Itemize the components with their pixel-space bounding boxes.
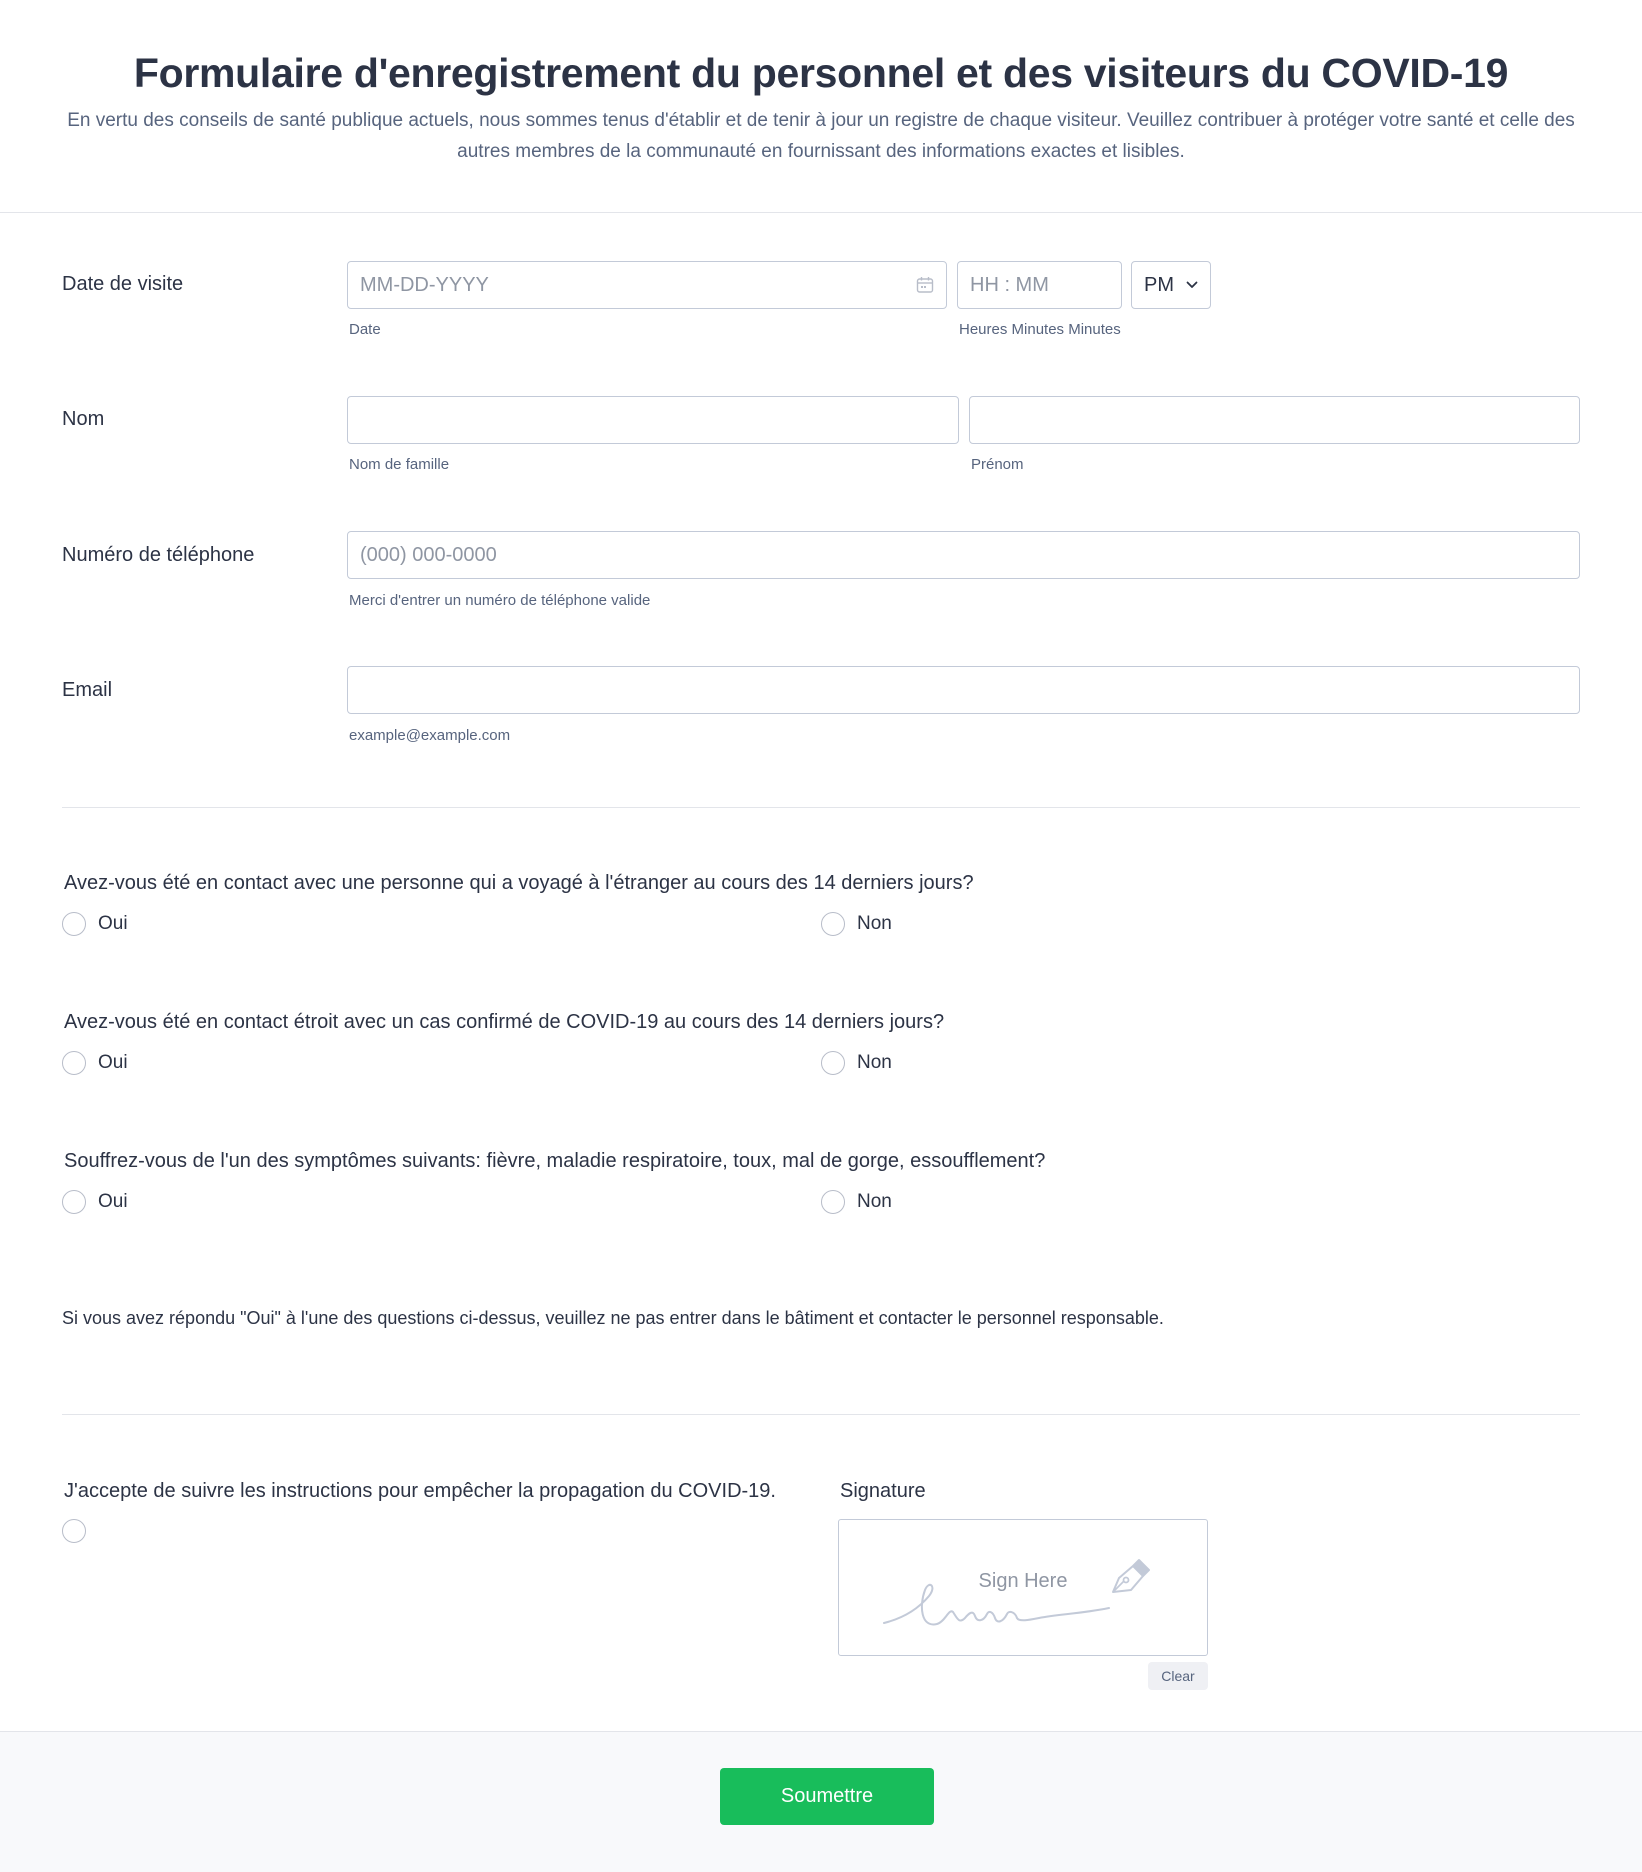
date-sublabel: Date bbox=[349, 321, 381, 338]
question-2-yes-option[interactable] bbox=[62, 1051, 128, 1075]
radio-button[interactable] bbox=[62, 912, 86, 936]
first-name-input[interactable] bbox=[969, 396, 1580, 444]
form-title: Formulaire d'enregistrement du personnel et des visiteurs du COVID-19 bbox=[133, 50, 1509, 96]
section-divider bbox=[62, 1414, 1580, 1415]
question-3: Souffrez-vous de l'un des symptômes suivants: fièvre, maladie respiratoire, toux, mal de gorge, essoufflement? bbox=[64, 1150, 1046, 1172]
date-input[interactable] bbox=[347, 261, 947, 309]
agreement-checkbox[interactable] bbox=[62, 1519, 86, 1543]
warning-note: Si vous avez répondu "Oui" à l'une des questions ci-dessus, veuillez ne pas entrer dans le bâtiment et contacter le personnel responsable. bbox=[62, 1308, 1164, 1328]
last-name-sublabel: Nom de famille bbox=[349, 456, 450, 473]
section-divider bbox=[62, 807, 1580, 808]
date-placeholder: MM-DD-YYYY bbox=[360, 273, 489, 296]
pen-icon bbox=[1109, 1558, 1153, 1598]
form-header bbox=[0, 0, 1642, 213]
visit-date-label: Date de visite bbox=[62, 273, 184, 295]
name-label: Nom bbox=[62, 408, 105, 430]
email-sublabel: example@example.com bbox=[349, 727, 511, 744]
agreement-label: J'accepte de suivre les instructions pour empêcher la propagation du COVID-19. bbox=[64, 1480, 776, 1502]
signature-placeholder: Sign Here bbox=[978, 1570, 1068, 1592]
email-label: Email bbox=[62, 679, 113, 701]
radio-button[interactable] bbox=[821, 912, 845, 936]
radio-label: Oui bbox=[98, 1052, 128, 1073]
phone-placeholder: (000) 000-0000 bbox=[360, 543, 497, 566]
radio-label: Non bbox=[857, 1052, 892, 1073]
question-3-yes-option[interactable] bbox=[62, 1190, 128, 1214]
time-input[interactable] bbox=[957, 261, 1122, 309]
time-placeholder: HH : MM bbox=[970, 273, 1049, 296]
phone-label: Numéro de téléphone bbox=[62, 544, 255, 566]
clear-signature-button[interactable]: Clear bbox=[1148, 1662, 1208, 1690]
ampm-value: PM bbox=[1144, 273, 1174, 296]
question-2: Avez-vous été en contact étroit avec un cas confirmé de COVID-19 au cours des 14 derniers jours? bbox=[64, 1011, 945, 1033]
radio-label: Non bbox=[857, 1191, 892, 1212]
signature-label: Signature bbox=[840, 1480, 926, 1502]
question-1: Avez-vous été en contact avec une personne qui a voyagé à l'étranger au cours des 14 derniers jours? bbox=[64, 872, 974, 894]
signature-pad[interactable] bbox=[838, 1519, 1208, 1656]
submit-button[interactable]: Soumettre bbox=[720, 1768, 934, 1825]
phone-input[interactable] bbox=[347, 531, 1580, 579]
phone-sublabel: Merci d'entrer un numéro de téléphone valide bbox=[349, 592, 651, 609]
first-name-sublabel: Prénom bbox=[971, 456, 1024, 473]
question-1-no-option[interactable] bbox=[821, 912, 892, 936]
ampm-select[interactable] bbox=[1131, 261, 1211, 309]
question-2-no-option[interactable] bbox=[821, 1051, 892, 1075]
radio-label: Oui bbox=[98, 1191, 128, 1212]
radio-label: Oui bbox=[98, 913, 128, 934]
question-1-yes-option[interactable] bbox=[62, 912, 128, 936]
last-name-input[interactable] bbox=[347, 396, 959, 444]
radio-button[interactable] bbox=[62, 1190, 86, 1214]
chevron-down-icon bbox=[1186, 281, 1198, 289]
time-sublabel: Heures Minutes Minutes bbox=[959, 321, 1121, 338]
radio-button[interactable] bbox=[821, 1051, 845, 1075]
form-subtitle: En vertu des conseils de santé publique actuels, nous sommes tenus d'établir et de tenir à jour un registre de chaque visiteur. Veuillez contribuer à protéger votre santé et celle des autres membres de la communauté en fournissant des informations exactes et lisibles. bbox=[67, 110, 1575, 162]
radio-label: Non bbox=[857, 913, 892, 934]
radio-button[interactable] bbox=[62, 1051, 86, 1075]
email-input[interactable] bbox=[347, 666, 1580, 714]
calendar-icon[interactable] bbox=[916, 276, 934, 294]
radio-button[interactable] bbox=[821, 1190, 845, 1214]
question-3-no-option[interactable] bbox=[821, 1190, 892, 1214]
